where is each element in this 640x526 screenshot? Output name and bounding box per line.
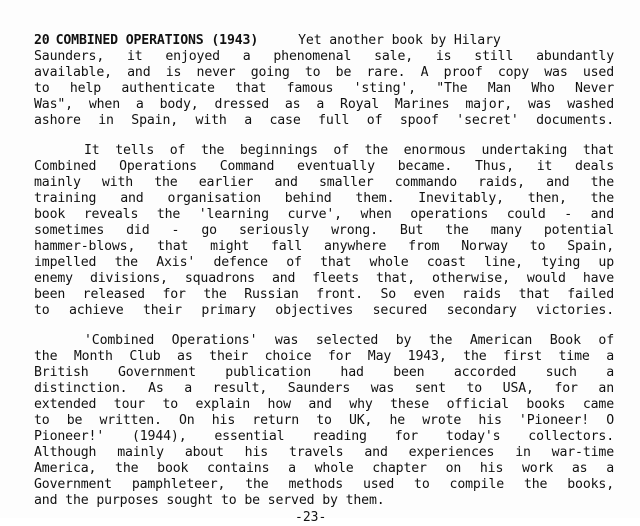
- paragraph-3-line-8: Although mainly about his travels and experiences in war-time: [34, 445, 614, 460]
- entry-title: COMBINED OPERATIONS (1943): [55, 33, 259, 48]
- paragraph-3-line-5: extended tour to explain how and why these official books came: [34, 397, 614, 412]
- paragraph-1-line-3: to help authenticate that famous 'sting', "The Man Who Never: [34, 81, 614, 96]
- paragraph-2-line-4: training and organisation behind them. Inevitably, then, the: [34, 191, 614, 206]
- paragraph-1-line-2: available, and is never going to be rare. A proof copy was used: [34, 65, 614, 80]
- paragraph-1-line-4: Was", when a body, dressed as a Royal Marines major, was washed: [34, 97, 614, 112]
- paragraph-3-line-10: Government pamphleteer, the methods used to compile the books,: [34, 477, 614, 492]
- paragraph-2-line-9: enemy divisions, squadrons and fleets that, otherwise, would have: [34, 271, 614, 286]
- paragraph-3-line-9: America, the book contains a whole chapter on his work as a: [34, 461, 614, 476]
- entry-heading: [34, 33, 614, 49]
- paragraph-3-line-4: distinction. As a result, Saunders was sent to USA, for an: [34, 381, 614, 396]
- paragraph-3-line-6: to be written. On his return to UK, he wrote his 'Pioneer! O: [34, 413, 614, 428]
- page-number: -23-: [295, 510, 327, 525]
- paragraph-1-line-5: ashore in Spain, with a case full of spoof 'secret' documents.: [34, 113, 614, 128]
- paragraph-3-line-11: and the purposes sought to be served by them.: [34, 493, 385, 508]
- paragraph-3-line-3: British Government publication had been accorded such a: [34, 365, 614, 380]
- paragraph-2-line-5: book reveals the 'learning curve', when operations could - and: [34, 207, 614, 222]
- paragraph-2-line-1: It tells of the beginnings of the enormous undertaking that: [84, 143, 614, 158]
- paragraph-3-line-2: the Month Club as their choice for May 1943, the first time a: [34, 349, 614, 364]
- paragraph-2-line-11: to achieve their primary objectives secured secondary victories.: [34, 303, 614, 318]
- paragraph-3-line-7: Pioneer!' (1944), essential reading for today's collectors.: [34, 429, 614, 444]
- paragraph-1-line-1: Saunders, it enjoyed a phenomenal sale, is still abundantly: [34, 49, 614, 64]
- paragraph-2-line-7: hammer-blows, that might fall anywhere from Norway to Spain,: [34, 239, 614, 254]
- heading-line-text: Yet another book by Hilary: [298, 33, 501, 48]
- paragraph-2-line-2: Combined Operations Command eventually became. Thus, it deals: [34, 159, 614, 174]
- entry-number: 20: [34, 33, 50, 48]
- paragraph-3-line-1: 'Combined Operations' was selected by the American Book of: [84, 333, 614, 348]
- paragraph-2-line-6: sometimes did - go seriously wrong. But the many potential: [34, 223, 614, 238]
- paragraph-2-line-8: impelled the Axis' defence of that whole coast line, tying up: [34, 255, 614, 270]
- paragraph-2-line-3: mainly with the earlier and smaller commando raids, and the: [34, 175, 614, 190]
- paragraph-2-line-10: been released for the Russian front. So even raids that failed: [34, 287, 614, 302]
